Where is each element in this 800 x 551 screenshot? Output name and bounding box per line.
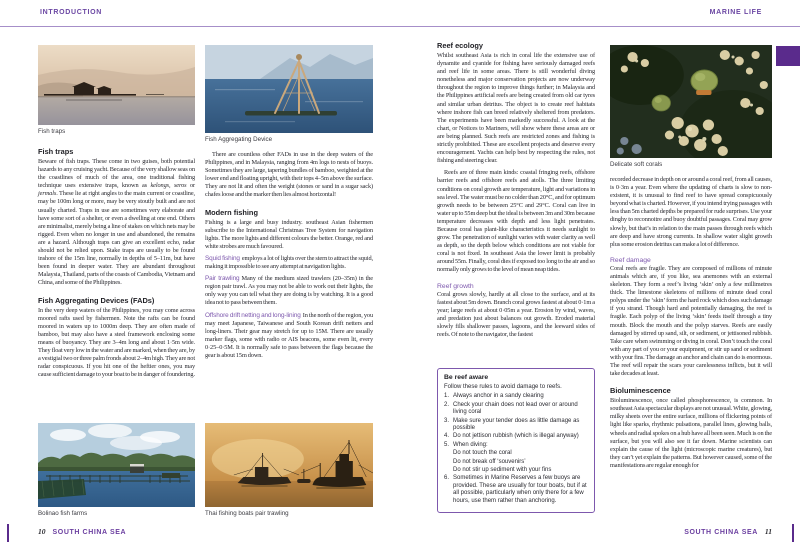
left-page-column-1 [38, 35, 195, 517]
left-page-column-2 [205, 35, 373, 517]
footer-right [684, 527, 772, 536]
body-paragraph [38, 158, 195, 288]
reef-rule [444, 402, 588, 417]
footer-accent-bar-left [7, 524, 9, 542]
paragraph-text: employs a lot of lights over the stern to attract the squid, making it impossible to see any attempt at navigation lights. [205, 254, 373, 271]
chapter-tab-marker [776, 46, 800, 66]
body-paragraph: There are countless other FADs in use in the deep waters of the Philippines, and in Malaysia, ranging from 4m logs to nests of buoys. Sometimes they are large, tapering bundles of bamboo, weighted at the lower end and floating upright, with their tops 4–5m above the surface. They are not lit and often the weight (stones or sand in a sugar sack) chafes loose and the marker then lies almost horizontal! [205, 151, 373, 199]
bolinao-fish-farms-photo [38, 423, 195, 507]
rule-text: Sometimes in Marine Reserves a few buoys are provided. These are usually for tour boats, but if at all possible, particularly when only there for a few hours, use them rather than anchoring. [453, 475, 587, 504]
photo-caption: Fish traps [38, 128, 66, 135]
fish-traps-photo [38, 45, 195, 125]
body-paragraph: In the very deep waters of the Philippines, you may come across moored rafts used by fishermen. Note the rafts can be found moored in waters up to 1000m deep. They are often made of bamboo, but may also have a steel framework enclosing some means of buoyancy. They are 3–4m long and about 1·5m wide. They float very low in the water and are marked, when they are, by a vestigial two or three palm fronds about 2–4m high. They are not radar conspicuous. If you hit one of the heftier ones, you may cause sufficient damage to your boat to be in danger of foundering. [38, 306, 195, 379]
rule-number: 2. [444, 401, 450, 408]
body-paragraph [205, 275, 373, 307]
section-heading-reef-ecology: Reef ecology [437, 41, 484, 50]
reef-rule-sub [444, 467, 588, 474]
thai-fishing-boats-photo [205, 423, 373, 507]
paragraph-text: , [169, 182, 174, 190]
photo-caption: Bolinao fish farms [38, 510, 88, 517]
header-rule [0, 26, 800, 27]
footer-accent-bar-right [792, 524, 794, 542]
reef-rule [444, 418, 588, 433]
rule-number: 3. [444, 417, 450, 424]
section-heading-fads: Fish Aggregating Devices (FADs) [38, 295, 155, 305]
photo-caption: Thai fishing boats pair trawling [205, 510, 289, 517]
photo-caption: Delicate soft corals [610, 161, 663, 168]
paragraph-text: . These lie at right angles to the main current or coastline, may be 100m long or more, may be very stoutly built and are not usually charted. Traps in use are sometimes very elaborate and have some sort of a shelter, or even a dwelling at one end. Others are minimalist, merely being a line of stakes on which nets may be rigged. Even when no longer in use and abandoned, the remains are a hazard. Although traps can give an excellent echo, radar should not be relied upon. Stake traps are usually to be found inshore of the 15m line, normally in depths of 5–11m, but have been found in deeper water. They are abundant throughout Malaysia, Thailand, parts of the coasts of Cambodia, Vietnam and China, and some of the Philippines. [38, 190, 195, 287]
page-number-right: 11 [764, 527, 772, 536]
rule-text: Do not stir up sediment with your fins [453, 466, 552, 473]
footer-book-title-right: SOUTH CHINA SEA [684, 529, 758, 536]
runin-heading-pair-trawling: Pair trawling [205, 275, 240, 283]
body-paragraph: Reefs are of three main kinds: coastal fringing reefs, offshore barrier reefs and offshore reefs and atolls. The three limiting conditions on coral growth are temperature, light and variations in sea level. The water must be no colder than 20°C, and for optimum growth needs to be between 25°C and 29°C. Coral can live in water up to 55m deep but the ideal is between 3m and 30m because temperature decreases with depth and less light penetrates. Because coral has plant-like characteristics it needs sunlight to grow. The penetration of sunlight varies with water clarity as well as depth, so the depth below which conditions are not viable for coral is not fixed. In southeast Asia the lower limit is probably around 55m. Finally, coral dies if exposed too long to the air and so normally only grows to the level of mean neap tides. [437, 169, 595, 274]
rule-text: Do not jettison rubbish (which is illegal anyway) [453, 433, 579, 440]
runin-heading-squid-fishing: Squid fishing [205, 254, 240, 262]
section-heading-modern-fishing: Modern fishing [205, 207, 258, 217]
reef-rule [444, 393, 588, 400]
rule-number: 1. [444, 393, 450, 400]
rule-text: When diving: [453, 441, 488, 448]
footer-left [38, 527, 126, 536]
soft-corals-figure [610, 45, 772, 176]
fish-aggregating-device-photo [205, 45, 373, 133]
body-paragraph: recorded decrease in depth on or around a coral reef, from all causes, is 0·3m a year. Even where the updating of charts is slow to non-existent, it is unusual to find reef to have spread conspicuously beyond what is charted. However, if you intend trying passages with less than 5m charted depths be prepared for rude surprises. Use your dinghy to reconnoitre and buoy doubtful passages. Coral may grow slowly, but that’s in relation to the main passes through reefs which are deep and have strong currents. In shallow water slight growth plus some erosion detritus can make a lot of difference. [610, 176, 772, 248]
footer-book-title-left: SOUTH CHINA SEA [52, 529, 127, 536]
rule-number: 4. [444, 433, 450, 440]
reef-rule [444, 433, 588, 440]
paragraph-text: In the north of the region, you may meet Japanese, Taiwanese and South Korean drift netters and long-liners. Their gear may stretch for up to 15M. There are usually marker flags, some with radio or AIS beacons, some even lit, every 0·25–0·5M. It is normally safe to pass between the flags because the gear is about 15m down. [205, 311, 373, 359]
rule-number [444, 459, 453, 466]
italic-term: kelongs [150, 182, 170, 190]
rule-text: Do not touch the coral [453, 450, 512, 457]
italic-term: seros [173, 182, 187, 190]
photo-caption: Fish Aggregating Device [205, 136, 273, 143]
be-reef-aware-box [437, 368, 595, 514]
paragraph-text: Many of the medium sized trawlers (20–35m) in the region pair trawl. As you may not be able to work out their lights, the only way you can tell what they are doing is by watching. It is a good idea not to pass between them. [205, 275, 373, 307]
body-paragraph: Coral reefs are fragile. They are composed of millions of minute animals which are, if you like, sea anemones with an external skeleton. They form a reef’s living ‘skin’ only a few millimetres thick. The limestone skeletons of millions of minute dead coral polyps under the ‘skin’ form the hard rock which does such damage if you strand. Though hard and potentially damaging, the reef is fragile. Each polyp of the living ‘skin’ feeds itself through a tiny mouth. Block the mouth and the polyp starves. Reefs are easily damaged by stirred up sand, silt, or sediment, or jettisoned rubbish. Take care when swimming or diving in coral. Don’t touch the coral with any part of you or your equipment, or stir up sand or sediment with your fins. The damage an anchor and chain can do is enormous. The reef will repair the scars your carelessness inflicts, but it will take decades at least. [610, 264, 772, 378]
thai-boats-figure [205, 423, 373, 517]
delicate-soft-corals-photo [610, 45, 772, 158]
reef-rule [444, 475, 588, 505]
fad-figure [205, 45, 373, 151]
body-paragraph: Bioluminescence, once called phosphorescence, is common. In southeast Asia spectacular displays are not unusual. White, glowing, milky sheets over the entire surface, millions of flickering points of light like sparks, rhythmic pulsations, parallel lines, glowing balls, wheels and radial spokes on a hub have all been seen. Much is on the surface, but you will also see it far down. Marine scientists can explain the cause of the light (microscopic marine creatures), but they can’t yet explain the patterns. But however caused, some of the manifestations are regular enough for [610, 397, 772, 469]
body-paragraph: Whilst southeast Asia is rich in coral life the extensive use of dynamite and cyanide for fishing have seriously damaged reefs and reef life in some areas. There is still wonderful diving nonetheless and major conservation projects are now underway throughout the region to improve things further; in Malaysia and the Philippines artificial reefs are being created from old car tyres and similar urban detritus. The object is to create reef habitats where inshore fish can breed relatively sheltered from predators. The experiments have been markedly successful. A look at the chart, or Notices to Mariners, will show where these areas are or are being planned. Such reefs are restricted zones and fishing is strictly prohibited. These are excellent projects and deserve every encouragement. Yachts can help best by respecting the rules, not fishing and steering clear. [437, 52, 595, 165]
fish-traps-figure [38, 45, 195, 143]
page-number-left: 10 [38, 527, 46, 536]
paragraph-text: or [186, 182, 195, 190]
box-intro: Follow these rules to avoid damage to reefs. [444, 383, 562, 390]
rule-number [444, 467, 453, 474]
bolinao-fish-farms-figure [38, 423, 195, 517]
rule-text: Always anchor in a sandy clearing [453, 393, 544, 400]
rule-number: 6. [444, 475, 450, 482]
rule-text: Check your chain does not lead over or around living coral [453, 401, 578, 416]
reef-rule [444, 442, 588, 449]
reef-rule-sub [444, 450, 588, 457]
body-paragraph [205, 312, 373, 361]
body-paragraph [205, 255, 373, 271]
section-heading-fish-traps: Fish traps [38, 147, 74, 156]
right-page-column-2 [610, 35, 772, 474]
rule-text: Make sure your tender does as little damage as possible [453, 417, 580, 431]
running-head-right: MARINE LIFE [709, 9, 762, 16]
running-head-left: INTRODUCTION [40, 9, 103, 16]
right-page-column-1 [437, 35, 595, 513]
paragraph-text: Beware of fish traps. These come in two guises, both potential hazards to any cruising yacht. Because of the very shallow seas on the coastlines of much of the area, one traditional fishing technique uses extensive traps, known as [38, 158, 195, 190]
box-title: Be reef aware [444, 373, 489, 381]
body-paragraph: Coral grows slowly, hardly at all close to the surface, and at its fastest about 5m down. Branch coral grows fastest at about 0·1m a year; large reefs at about 0·05m a year. Erosion by wind, waves, and predation just about balances out growth. Eroded material slowly fills shallower passes, lagoons, and the leeward sides of reefs. Of note to the navigator, the fastest [437, 290, 595, 338]
rule-number: 5. [444, 441, 450, 448]
subheading-reef-growth: Reef growth [437, 282, 474, 290]
italic-term: jermals [38, 190, 57, 198]
reef-rule-sub [444, 459, 588, 466]
section-heading-bioluminescence: Bioluminescence [610, 386, 671, 396]
subheading-reef-damage: Reef damage [610, 256, 651, 264]
rule-number [444, 450, 453, 457]
runin-heading-drift-netting: Offshore drift netting and long-lining [205, 311, 301, 319]
rule-text: Do not break off ‘souvenirs’ [453, 458, 526, 465]
body-paragraph: Fishing is a large and busy industry. southeast Asian fishermen subscribe to the International Christmas Tree System for navigation lights. The more lights and different colours the better. Orange, red and white strobes are much favoured. [205, 218, 373, 250]
